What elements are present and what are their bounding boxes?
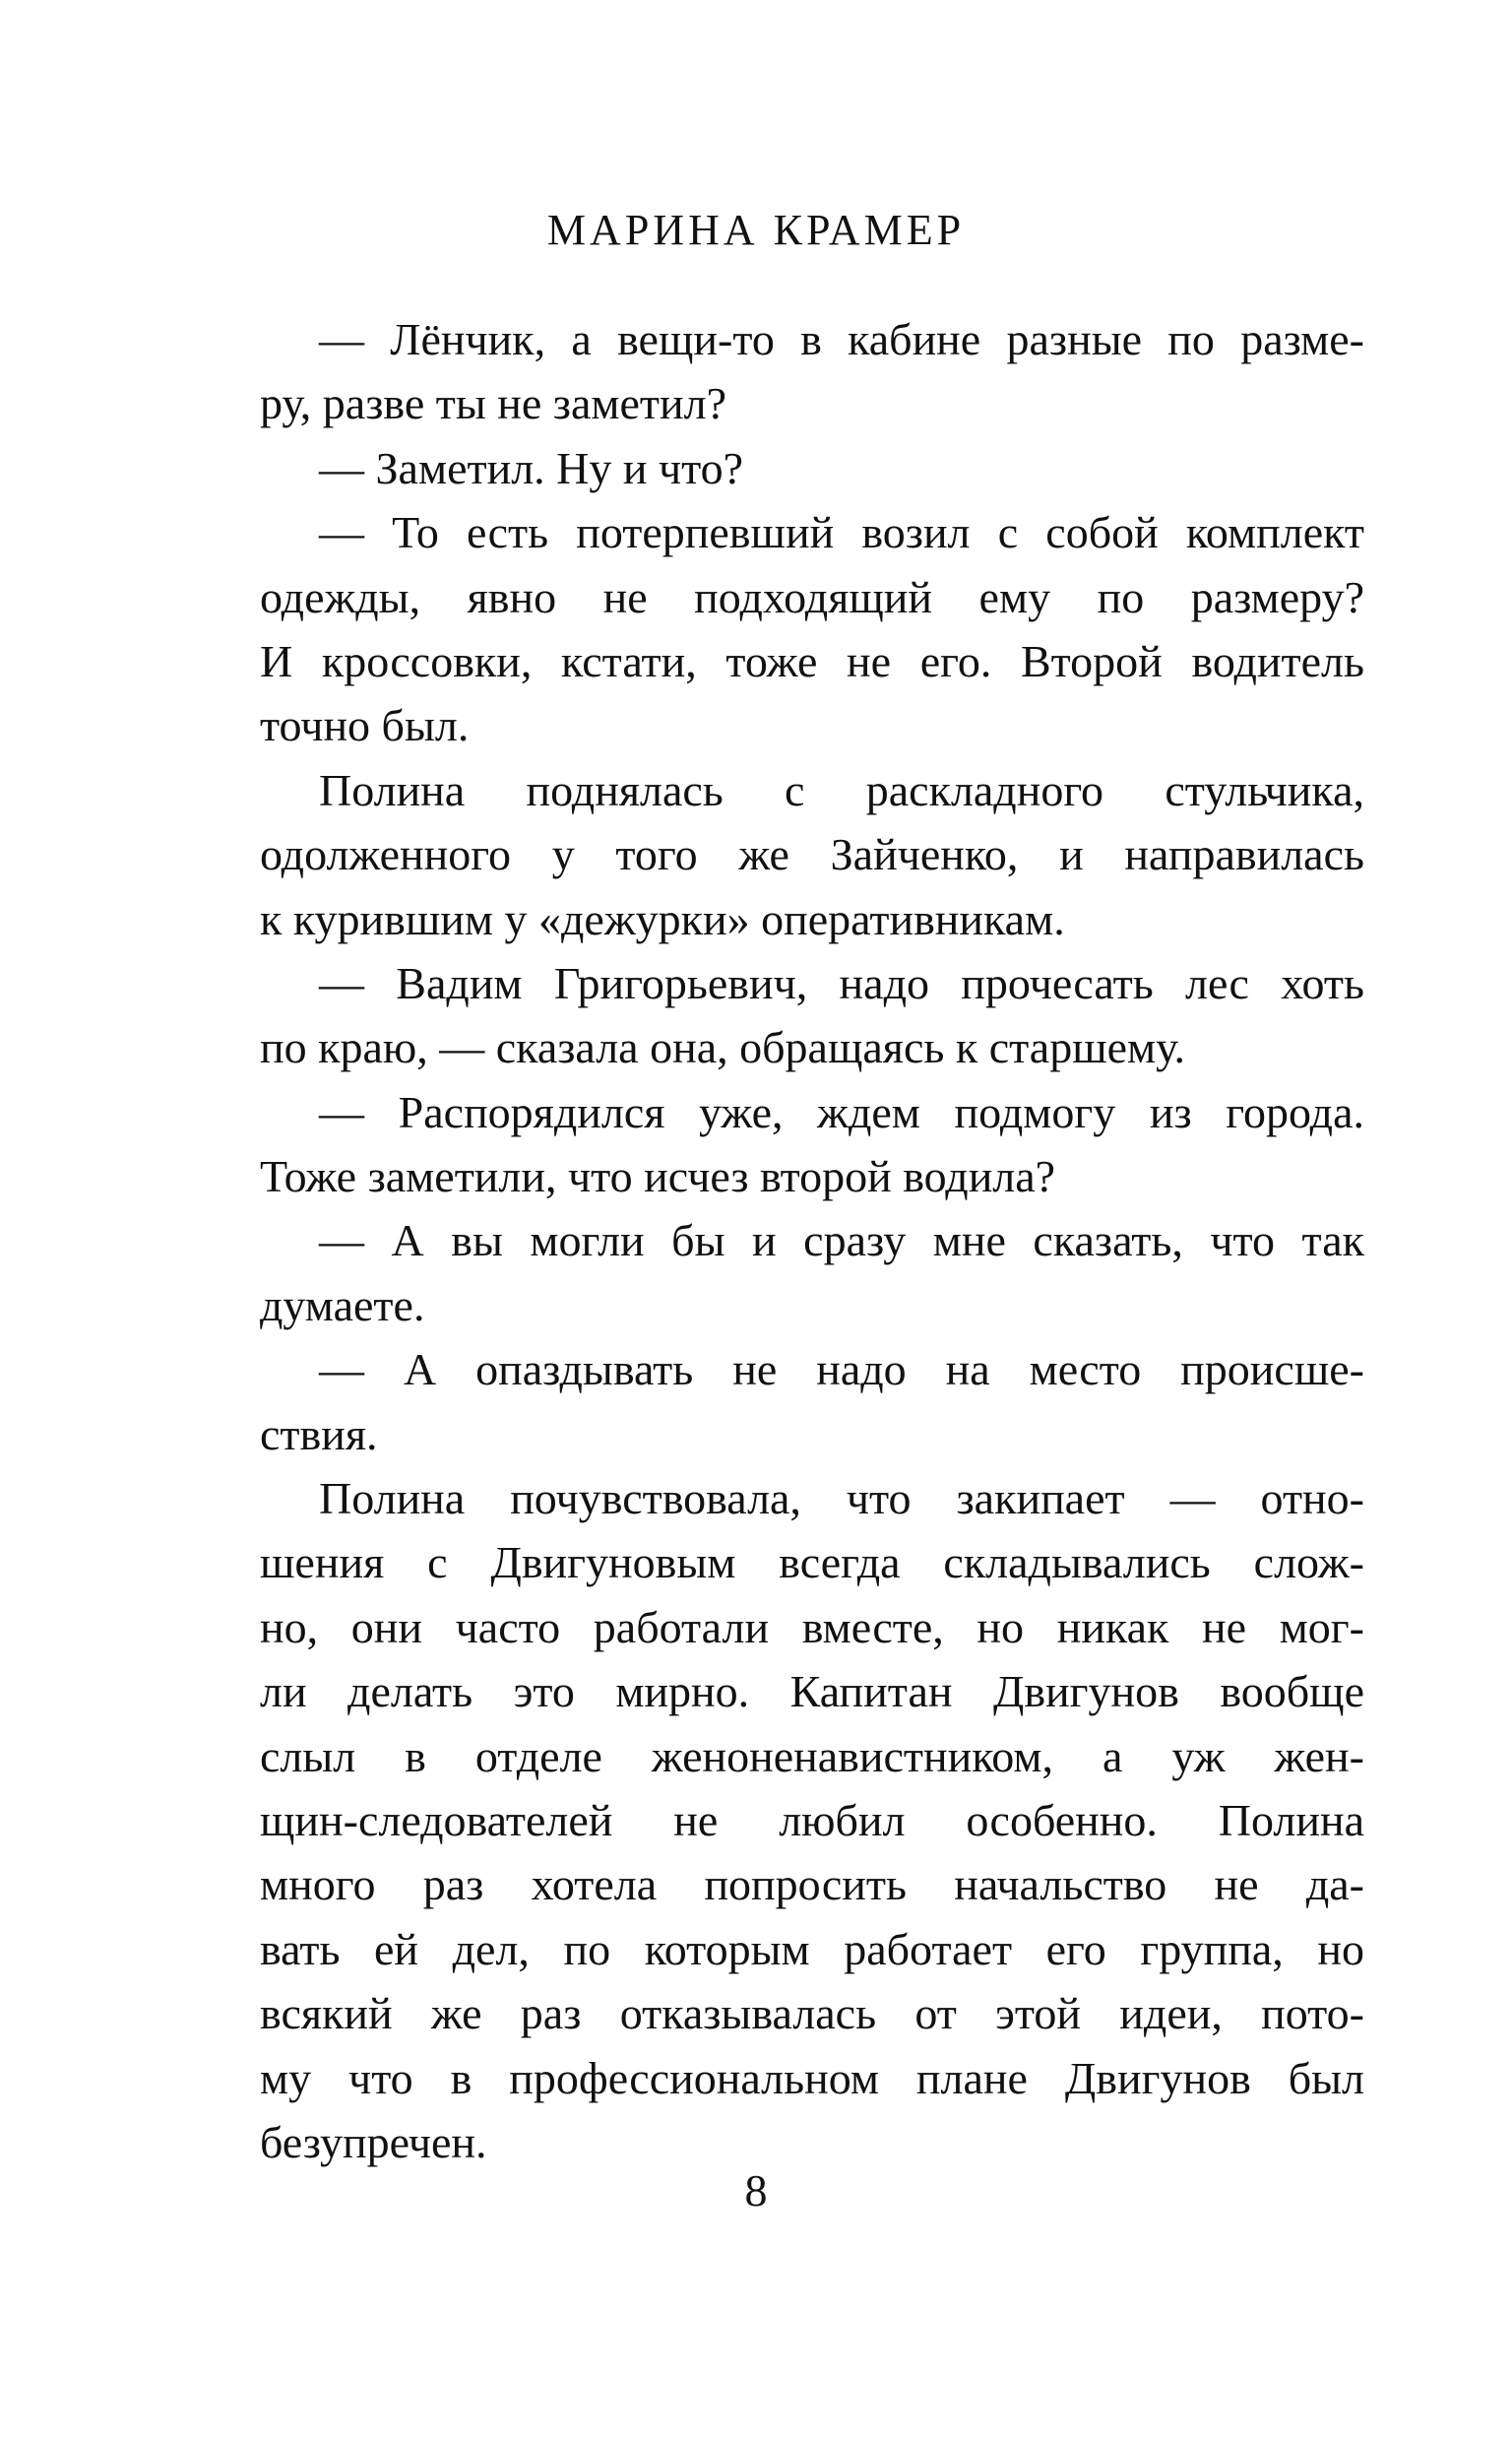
- text-line: точно был.: [260, 700, 470, 751]
- text-line: вать ей дел, по которым работает его группа, но: [260, 1923, 1364, 1974]
- text-line: — Вадим Григорьевич, надо прочесать лес хоть: [319, 957, 1364, 1008]
- text-line: — То есть потерпевший возил с собой комплект: [319, 507, 1364, 558]
- text-line: всякий же раз отказывалась от этой идеи, пото-: [260, 1988, 1364, 2039]
- text-line: щин-следователей не любил особенно. Полина: [260, 1794, 1364, 1845]
- text-line: Полина поднялась с раскладного стульчика,: [319, 764, 1364, 815]
- text-line: но, они часто работали вместе, но никак не мог-: [260, 1601, 1364, 1652]
- text-line: к курившим у «дежурки» оперативникам.: [260, 893, 1065, 944]
- page-number: 8: [744, 2165, 768, 2216]
- text-line: по краю, — сказала она, обращаясь к старшему.: [260, 1022, 1186, 1073]
- page-body-text: [260, 307, 1364, 2174]
- text-line: — А опаздывать не надо на место происше-: [319, 1344, 1364, 1395]
- text-line: му что в профессиональном плане Двигунов был: [260, 2052, 1364, 2103]
- text-line: — Лёнчик, а вещи-то в кабине разные по разме-: [319, 314, 1364, 364]
- text-line: думаете.: [260, 1279, 425, 1330]
- text-line: Полина почувствовала, что закипает — отно-: [319, 1473, 1364, 1524]
- running-header: МАРИНА КРАМЕР: [546, 206, 966, 254]
- text-line: Тоже заметили, что исчез второй водила?: [260, 1151, 1056, 1202]
- text-line: И кроссовки, кстати, тоже не его. Второй водитель: [260, 635, 1364, 686]
- text-line: слыл в отделе женоненавистником, а уж жен-: [260, 1730, 1364, 1781]
- text-line: ли делать это мирно. Капитан Двигунов вообще: [260, 1666, 1364, 1717]
- text-line: шения с Двигуновым всегда складывались слож-: [260, 1537, 1364, 1588]
- text-line: много раз хотела попросить начальство не да-: [260, 1859, 1364, 1910]
- text-line: — Распорядился уже, ждем подмогу из города.: [319, 1086, 1364, 1137]
- text-line: безупречен.: [260, 2116, 487, 2167]
- text-line: — А вы могли бы и сразу мне сказать, что так: [319, 1215, 1364, 1266]
- text-line: одежды, явно не подходящий ему по размеру?: [260, 571, 1364, 622]
- text-line: ру, разве ты не заметил?: [260, 378, 726, 429]
- text-line: одолженного у того же Зайченко, и направилась: [260, 829, 1364, 880]
- text-line: ствия.: [260, 1408, 378, 1459]
- text-line: — Заметил. Ну и что?: [319, 442, 744, 493]
